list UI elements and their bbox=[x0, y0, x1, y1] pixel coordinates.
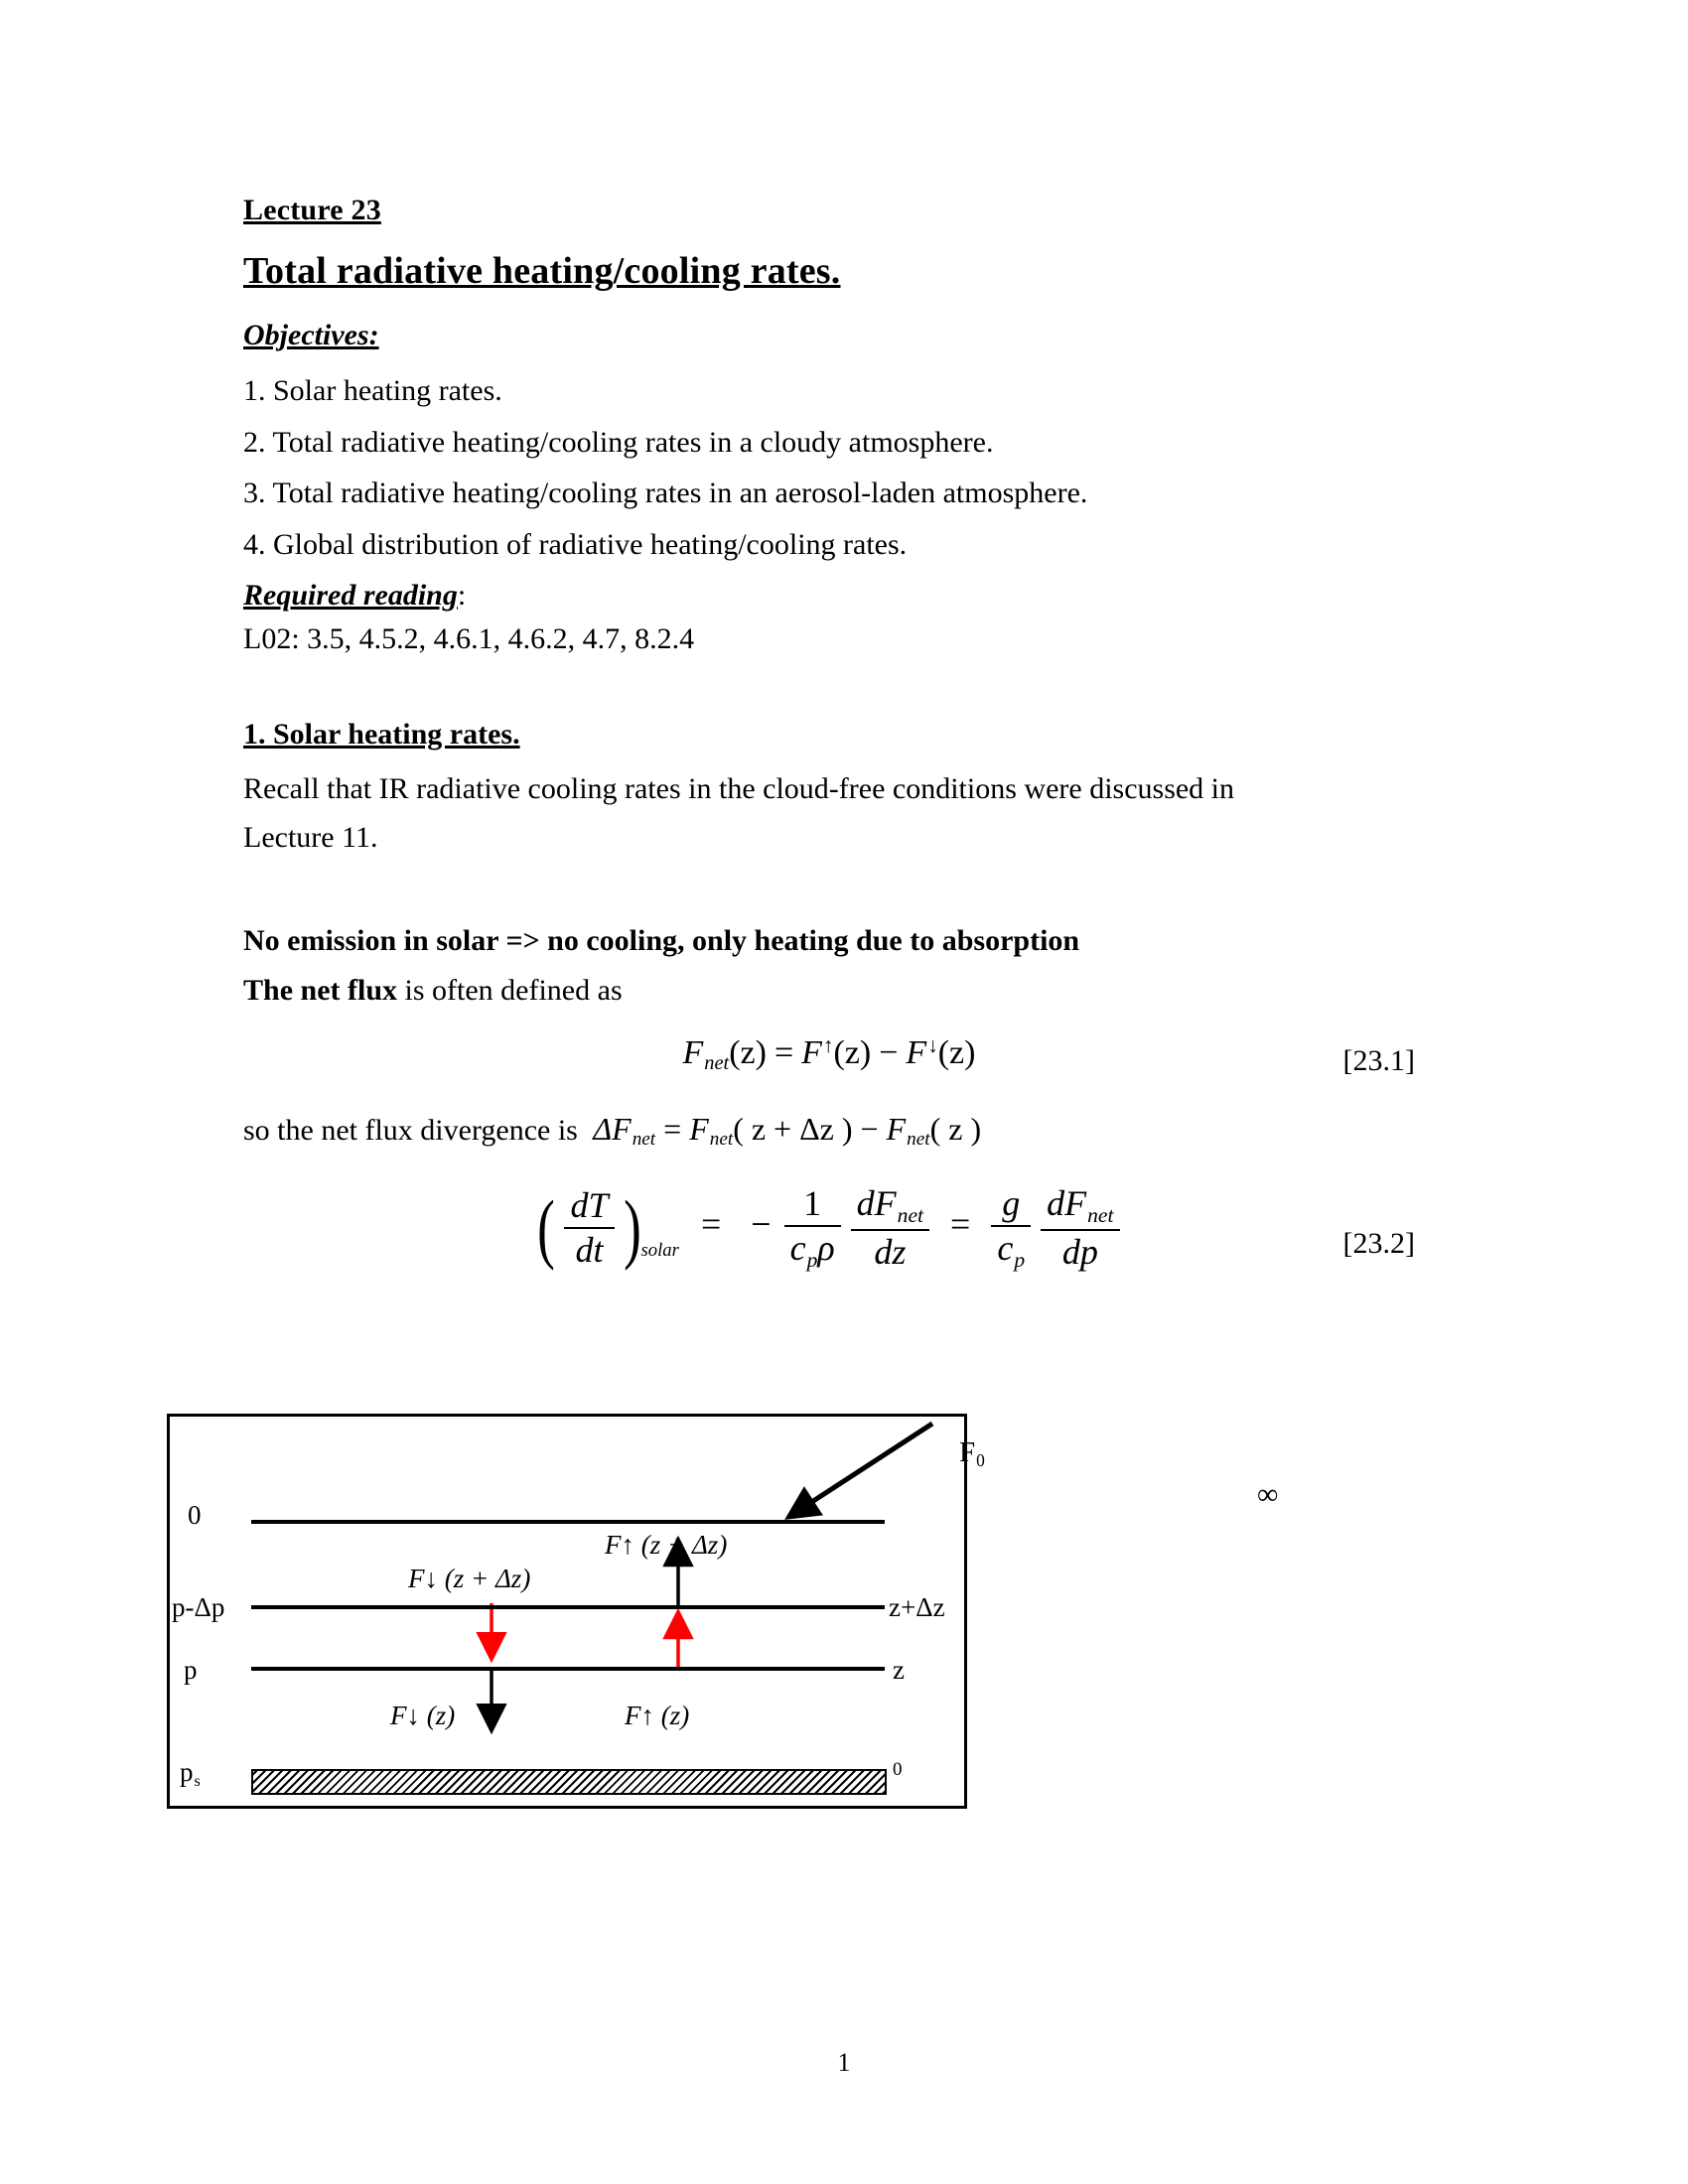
divergence-arg-z: ( z ) bbox=[929, 1110, 982, 1147]
required-reading-label: Required reading bbox=[243, 579, 458, 613]
divergence-text: so the net flux divergence is bbox=[243, 1113, 578, 1147]
right-label-lower: z bbox=[893, 1655, 905, 1685]
spacer-after-reading bbox=[243, 662, 1415, 718]
eq232-frac3-c: c bbox=[997, 1228, 1014, 1269]
eq232-frac2-num bbox=[851, 1184, 929, 1229]
incoming-solar-beam-arrow bbox=[790, 1424, 932, 1516]
equation-23-2-tag: [23.2] bbox=[1342, 1227, 1415, 1261]
eq231-term1-arg: (z) bbox=[833, 1033, 872, 1071]
eq231-lhs-sub: net bbox=[704, 1051, 730, 1074]
divergence-F-2: F bbox=[886, 1110, 907, 1147]
divergence-sub-2: net bbox=[709, 1129, 734, 1151]
figure-arrows-svg bbox=[170, 1417, 964, 1806]
page-title: Total radiative heating/cooling rates. bbox=[243, 250, 841, 292]
incoming-flux-label bbox=[959, 1436, 985, 1471]
flux-label-down-top: F↓ (z + Δz) bbox=[408, 1564, 531, 1593]
down-arrow-icon: ↓ bbox=[927, 1032, 938, 1057]
objective-item-1: 1. Solar heating rates. bbox=[243, 374, 502, 407]
eq232-frac1-p: p bbox=[806, 1247, 818, 1272]
section-heading-solar-heating-rates: 1. Solar heating rates. bbox=[243, 718, 520, 751]
eq232-fraction-4 bbox=[1041, 1184, 1119, 1272]
eq232-frac3-den bbox=[991, 1225, 1031, 1272]
required-reading-heading bbox=[243, 579, 1415, 613]
eq232-lhs-fraction bbox=[564, 1186, 614, 1270]
eq232-frac4-dF: dF bbox=[1047, 1183, 1087, 1224]
left-paren-icon: ( bbox=[537, 1184, 556, 1272]
eq232-frac4-den: dp bbox=[1041, 1229, 1119, 1272]
eq232-frac2-dF: dF bbox=[856, 1183, 897, 1224]
objective-item-2: 2. Total radiative heating/cooling rates in a cloudy atmosphere. bbox=[243, 425, 994, 459]
up-arrow-icon: ↑ bbox=[822, 1032, 834, 1057]
right-label-surface: 0 bbox=[893, 1759, 903, 1780]
lecture-label-wrapper bbox=[243, 194, 1415, 249]
divergence-equals: = bbox=[663, 1110, 682, 1147]
eq232-frac2-den: dz bbox=[851, 1229, 929, 1272]
left-label-lower: p bbox=[184, 1655, 198, 1685]
incoming-flux-sub: 0 bbox=[976, 1450, 985, 1471]
eq232-frac4-num bbox=[1041, 1184, 1119, 1229]
objective-item-4: 4. Global distribution of radiative heating/cooling rates. bbox=[243, 527, 908, 561]
eq232-equals-2: = bbox=[950, 1204, 971, 1245]
equation-23-1-tag: [23.1] bbox=[1342, 1043, 1415, 1077]
title-wrapper bbox=[243, 249, 1415, 319]
eq232-lhs-subscript: solar bbox=[640, 1240, 679, 1262]
required-reading-value: L02: 3.5, 4.5.2, 4.6.1, 4.6.2, 4.7, 8.2.4 bbox=[243, 622, 695, 656]
eq231-lhs-symbol: F bbox=[682, 1033, 704, 1071]
divergence-arg-plus: ( z + Δz ) bbox=[733, 1110, 853, 1147]
eq231-equals: = bbox=[774, 1033, 794, 1071]
objective-item-3: 3. Total radiative heating/cooling rates in an aerosol-laden atmosphere. bbox=[243, 477, 1088, 510]
eq231-term2-arg: (z) bbox=[937, 1033, 976, 1071]
required-reading-colon: : bbox=[457, 579, 467, 613]
divergence-deltaF: ΔF bbox=[593, 1110, 632, 1147]
eq232-frac1-rho: ρ bbox=[817, 1228, 835, 1269]
equation-23-2-row bbox=[243, 1184, 1415, 1303]
incoming-flux-symbol: F bbox=[959, 1436, 976, 1468]
objectives-heading-wrapper bbox=[243, 319, 1415, 368]
left-label-top: 0 bbox=[188, 1500, 202, 1530]
equation-23-2 bbox=[243, 1184, 1415, 1272]
left-label-surface-sub: s bbox=[194, 1771, 201, 1790]
eq232-fraction-2 bbox=[851, 1184, 929, 1272]
left-label-surface bbox=[180, 1757, 201, 1791]
eq232-frac3-p: p bbox=[1014, 1247, 1026, 1272]
eq232-lhs-den: dt bbox=[564, 1227, 614, 1270]
figure-inner bbox=[170, 1417, 1279, 1806]
eq232-minus: − bbox=[751, 1204, 772, 1245]
eq232-frac1-den bbox=[784, 1225, 841, 1272]
net-flux-bold-label: The net flux bbox=[243, 973, 398, 1007]
flux-label-down-bottom: F↓ (z) bbox=[390, 1701, 456, 1730]
divergence-F-1: F bbox=[689, 1110, 709, 1147]
spacer-before-statement bbox=[243, 863, 1415, 924]
left-label-upper: p-Δp bbox=[172, 1592, 225, 1622]
page-number: 1 bbox=[837, 2048, 851, 2077]
level-line-top bbox=[251, 1520, 885, 1524]
flux-label-up-bottom: F↑ (z) bbox=[625, 1701, 690, 1730]
divergence-minus: − bbox=[860, 1110, 879, 1147]
left-label-surface-p: p bbox=[180, 1757, 194, 1787]
eq231-term2-symbol: F bbox=[906, 1033, 927, 1071]
level-line-upper bbox=[251, 1605, 885, 1609]
flux-label-up-top: F↑ (z + Δz) bbox=[605, 1530, 728, 1560]
equation-23-1 bbox=[243, 1033, 1415, 1075]
ground-surface-hatch bbox=[251, 1769, 887, 1795]
section1-body-line-2: Lecture 11. bbox=[243, 820, 378, 854]
eq232-frac2-sub: net bbox=[897, 1202, 924, 1227]
lecture-label: Lecture 23 bbox=[243, 194, 381, 226]
objectives-heading: Objectives: bbox=[243, 319, 379, 351]
eq231-term1-symbol: F bbox=[801, 1033, 822, 1071]
eq232-fraction-1 bbox=[784, 1184, 841, 1272]
net-flux-rest-label: is often defined as bbox=[397, 973, 623, 1007]
no-emission-statement: No emission in solar => no cooling, only heating due to absorption bbox=[243, 923, 1080, 957]
right-paren-icon: ) bbox=[623, 1184, 641, 1272]
eq232-frac1-c: c bbox=[789, 1228, 806, 1269]
eq232-fraction-3 bbox=[991, 1184, 1031, 1272]
divergence-expression bbox=[585, 1110, 982, 1151]
document-content bbox=[243, 194, 1415, 1311]
net-flux-definition-line bbox=[243, 974, 1415, 1008]
eq232-frac3-num: g bbox=[1002, 1183, 1021, 1224]
equation-23-1-row bbox=[243, 1033, 1415, 1089]
divergence-sub-3: net bbox=[907, 1129, 930, 1151]
right-label-upper: z+Δz bbox=[889, 1592, 945, 1622]
eq231-minus: − bbox=[879, 1033, 899, 1071]
divergence-sub-1: net bbox=[632, 1129, 656, 1151]
eq232-frac1-num: 1 bbox=[803, 1183, 822, 1224]
section1-heading-wrapper bbox=[243, 718, 1415, 765]
level-line-lower bbox=[251, 1667, 885, 1671]
eq231-lhs-arg: (z) bbox=[729, 1033, 767, 1071]
eq232-frac4-sub: net bbox=[1087, 1202, 1114, 1227]
radiative-flux-figure bbox=[167, 1414, 1279, 1809]
eq232-lhs-num: dT bbox=[570, 1185, 609, 1226]
eq232-equals-1: = bbox=[700, 1204, 722, 1245]
infinity-label: ∞ bbox=[1257, 1478, 1279, 1511]
divergence-line bbox=[243, 1111, 1415, 1152]
section1-body-line-1: Recall that IR radiative cooling rates in the cloud-free conditions were discussed in bbox=[243, 772, 1235, 806]
